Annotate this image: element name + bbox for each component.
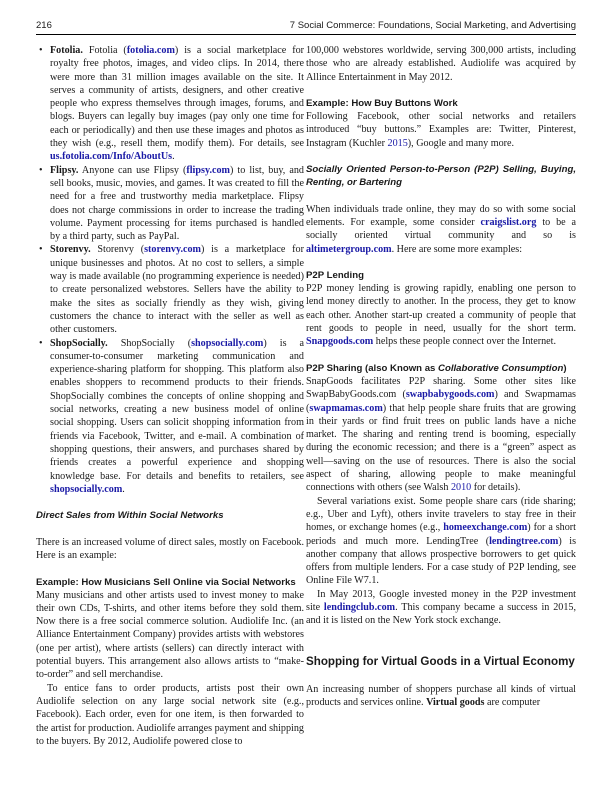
craigslist-link[interactable]: craigslist.org <box>480 216 537 228</box>
list-item-shopsocially: • ShopSocially. ShopSocially (shopsocially.com) is a consumer-to-consumer marketing communication and experience-sharing platform for shopping. This platform also enables shoppers to recommend products to their friends. ShopSocially combines the concepts of online shopping and social networks, creating a new business model of online social shopping. Users can solicit shopping information from friends via Facebook, Twitter, and e-mail. A combination of shopping questions, their answers, and purchases shared by friends creates a powerful experience and shopping knowledge base. For details and benefits to retailers, see shopsocially.com. <box>39 337 305 495</box>
musicians-example-heading: Example: How Musicians Sell Online via Social Networks <box>36 576 296 588</box>
continued-para: 100,000 webstores worldwide, serving 300,000 artists, including those who are already established. Audiolife was acquired by Allince Entertainment in May 2012. <box>306 45 576 83</box>
left-column <box>36 44 304 748</box>
p2p-lending-heading: P2P Lending <box>306 270 364 282</box>
direct-sales-para: There is an increased volume of direct sales, mostly on Facebook. Here is an example: <box>36 536 304 561</box>
p2p-sharing-heading: P2P Sharing (also Known as Collaborative Consumption) <box>306 362 567 374</box>
page-number: 216 <box>36 20 52 31</box>
lendingclub-link[interactable]: lendingclub.com <box>323 601 396 613</box>
bullet-icon: • <box>39 45 43 56</box>
kuchler-citation-link[interactable]: 2015 <box>387 137 408 149</box>
variations-para: Several variations exist. Some people share cars (ride sharing; e.g., Uber and Lyft), others invite travelers to stay free in their homes, or exchange homes (e.g., homeexchange.com) for a short periods and much more. LendingTree (lendingtree.com) is another company that allows prospective borrowers to get quick offers from multiple lenders. For a case study of P2P lending, see Online File W7.1. <box>306 495 577 587</box>
bullet-icon: • <box>39 244 43 256</box>
list-item-fotolia: • Fotolia. Fotolia (fotolia.com) is a social marketplace for royalty free photos, images, and video clips. In 2014, there were more than 31 million images available on the site. It serves a community of artists, designers, and other creative people who express themselves through images, forums, and blogs. Buyers can legally buy images (pay only one time for each or periodically) and then use these images and photos as they wish (e.g., resell them, modify them). For details, see us.fotolia.com/Info/AboutUs. <box>39 45 305 163</box>
p2p-selling-para: When individuals trade online, they may do so with some social elements. For example, some consider craigslist.org to be a socially oriented virtual community and so is altimetergroup.com. Here are some more examples: <box>306 203 576 255</box>
swapmamas-link[interactable]: swapmamas.com <box>309 402 383 414</box>
p2p-sharing-para: SnapGoods facilitates P2P sharing. Some other sites like SwapBabyGoods.com (swapbabygoods.com) and Swapmamas (swapmamas.com) that help people share fruits that are growing in their yards or find fruit trees on public lands have a niche market. The sharing and renting trend is booming, especially during the economic recession; and there is a “green” aspect as well—saving on the use of resources. There is also the social aspect of sharing, allowing people to make meaningful connections with others (see Walsh 2010 for details). <box>306 375 577 494</box>
right-column <box>306 44 576 710</box>
google-para: In May 2013, Google invested money in the P2P investment site lendingclub.com. This company became a success in 2015, and it is listed on the New York stock exchange. <box>306 588 576 627</box>
buy-buttons-heading: Example: How Buy Buttons Work <box>306 98 458 110</box>
swapbabygoods-link[interactable]: swapbabygoods.com <box>405 389 495 401</box>
altimeter-link[interactable]: altimetergroup.com <box>306 243 392 255</box>
lendingtree-link[interactable]: lendingtree.com <box>489 535 559 547</box>
list-item-storenvy: • Storenvy. Storenvy (storenvy.com) is a marketplace for unique businesses and photos. At no cost to sellers, a simple way is made available (no programming experience is needed) to create personalized webstores. Sellers have the ability to make the sites as socially friendly as they wish, giving customers the chance to interact with the seller as well as other customers. <box>39 244 304 336</box>
shopsocially-link[interactable]: shopsocially.com <box>191 337 264 349</box>
walsh-citation-link[interactable]: 2010 <box>450 482 472 494</box>
virtual-goods-para: An increasing number of shoppers purchase all kinds of virtual products and services online. Virtual goods are computer <box>306 683 576 709</box>
bullet-icon: • <box>39 337 43 349</box>
shopsocially-link-2[interactable]: shopsocially.com <box>50 483 123 495</box>
fotolia-about-link[interactable]: us.fotolia.com/Info/AboutUs <box>50 151 173 163</box>
snapgoods-link[interactable]: Snapgoods.com <box>306 336 374 348</box>
list-item-flipsy: • Flipsy. Anyone can use Flipsy (flipsy.com) to list, buy, and sell books, music, movies, and games. It was created to fill the need for a free and trustworthy media marketplace. Flipsy does not charge commissions in order to increase the trading volume. Payment processing for items purchased is handled by a third party, such as PayPal. <box>39 164 304 243</box>
virtual-goods-heading: Shopping for Virtual Goods in a Virtual Economy <box>306 655 575 669</box>
musicians-example-para: Many musicians and other artists used to invest money to make their own CDs, T-shirts, and other items before they sold them. Now there is a free social commerce solution. Audiolife Inc. (an Alliance Entertainment Company) provides artists with webstores (one per artist), where artists (sellers) can directly interact with potential buyers. This arrangement also allows artists to “make-to-order” and sell merchandise. <box>36 589 304 681</box>
fotolia-link[interactable]: fotolia.com <box>126 45 175 56</box>
direct-sales-heading: Direct Sales from Within Social Networks <box>36 510 224 522</box>
bullet-icon: • <box>39 164 43 176</box>
musicians-example-para-2: To entice fans to order products, artists post their own Audiolife selection on any large social network site (e.g., Facebook). Each order, even for one item, is then forwarded to the artist for production. Audiolife arranges payment and shipping to the buyers. By 2012, Audiolife powered close to <box>36 682 304 747</box>
marketplace-list <box>36 44 304 496</box>
page-header <box>0 0 602 30</box>
flipsy-link[interactable]: flipsy.com <box>186 164 230 176</box>
running-head: 7 Social Commerce: Foundations, Social Marketing, and Advertising <box>289 20 576 31</box>
buy-buttons-para: Following Facebook, other social networks and retailers introduced “buy buttons.” Examples are: Twitter, Pinterest, Instagram (Kuchler 2015), Google and many more. <box>306 111 576 149</box>
p2p-selling-heading: Socially Oriented Person-to-Person (P2P) Selling, Buying, Renting, or Bartering <box>306 164 576 189</box>
homeexchange-link[interactable]: homeexchange.com <box>443 522 528 534</box>
p2p-lending-para: P2P money lending is growing rapidly, enabling one person to lend money directly to another. In the process, they get to know each other. Another start-up created a community of people that rent goods to people in need, usually for the short term. Snapgoods.com helps these people connect over the Internet. <box>306 283 576 348</box>
header-rule <box>36 34 576 35</box>
storenvy-link[interactable]: storenvy.com <box>144 244 201 256</box>
